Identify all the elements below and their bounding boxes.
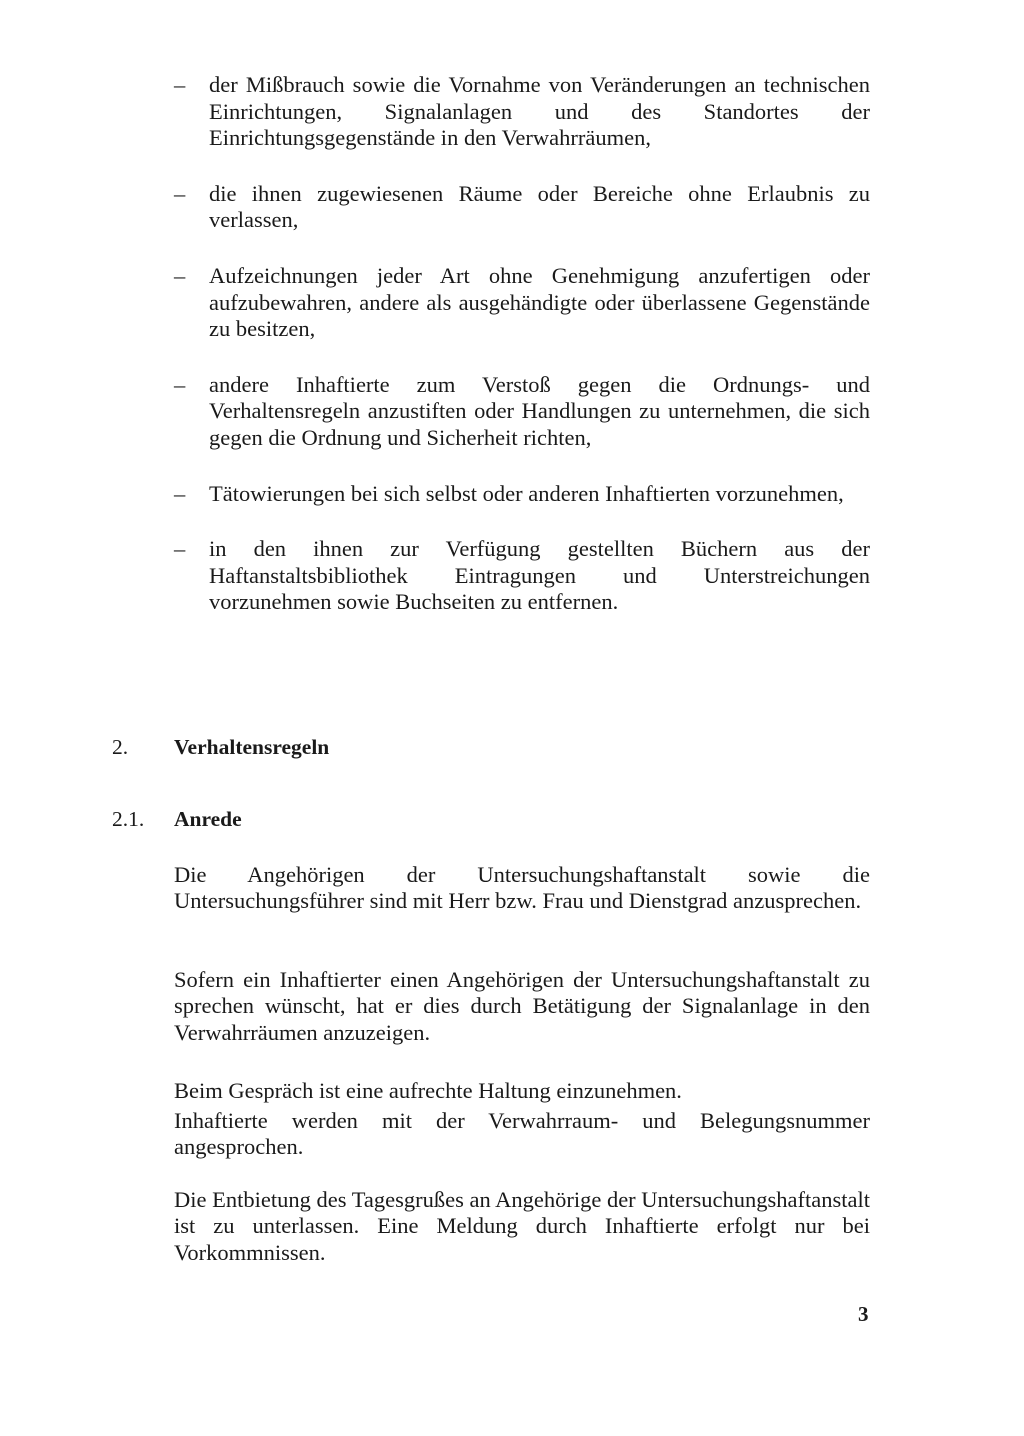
- bullet-dash: –: [174, 262, 186, 288]
- bullet-dash: –: [174, 72, 186, 97]
- subsection-heading: Anrede: [174, 807, 242, 831]
- bullet-dash: –: [174, 371, 186, 397]
- bullet-dash: –: [174, 536, 186, 562]
- paragraph: Inhaftierte werden mit der Verwahrraum- und Belegungsnummer angesprochen.: [174, 1108, 870, 1160]
- paragraph: Sofern ein Inhaftierter einen Angehörigen der Untersuchungshaftanstalt zu sprechen wünscht, hat er dies durch Betätigung der Signalanlage in den Verwahrräumen anzuzeigen.: [174, 967, 870, 1045]
- bullet-dash: –: [174, 480, 186, 506]
- list-item: [174, 72, 870, 152]
- section-number: 2.: [112, 735, 129, 759]
- list-item: [174, 263, 870, 343]
- list-item-text: in den ihnen zur Verfügung gestellten Büchern aus der Haftanstaltsbibliothek Eintragungen und Unterstreichungen vorzunehmen sowie Buchseiten zu entfernen.: [209, 536, 870, 615]
- list-item-text: der Mißbrauch sowie die Vornahme von Veränderungen an technischen Einrichtungen, Signalanlagen und des Standortes der Einrichtungsgegenstände in den Verwahrräumen,: [209, 72, 870, 151]
- list-item: [174, 536, 870, 616]
- list-item: [174, 481, 870, 508]
- list-item-text: andere Inhaftierte zum Verstoß gegen die Ordnungs- und Verhaltensregeln anzustiften oder Handlungen zu unternehmen, die sich gegen die Ordnung und Sicherheit richten,: [209, 371, 870, 450]
- list-item-text: Aufzeichnungen jeder Art ohne Genehmigung anzufertigen oder aufzubewahren, andere als ausgehändigte oder überlassene Gegenstände zu besitzen,: [209, 262, 870, 342]
- prohibition-list: [174, 72, 870, 645]
- section-heading: Verhaltensregeln: [174, 735, 330, 759]
- paragraph: Beim Gespräch ist eine aufrechte Haltung einzunehmen.: [174, 1078, 682, 1103]
- subsection-number: 2.1.: [112, 807, 145, 831]
- list-item: [174, 181, 870, 234]
- list-item-text: Tätowierungen bei sich selbst oder anderen Inhaftierten vorzunehmen,: [209, 480, 844, 506]
- bullet-dash: –: [174, 180, 186, 206]
- list-item-text: die ihnen zugewiesenen Räume oder Bereiche ohne Erlaubnis zu verlassen,: [209, 180, 870, 233]
- paragraph: Die Entbietung des Tagesgrußes an Angehörige der Untersuchungshaftanstalt ist zu unterlassen. Eine Meldung durch Inhaftierte erfolgt nur bei Vorkommnissen.: [174, 1187, 870, 1265]
- paragraph: Die Angehörigen der Untersuchungshaftanstalt sowie die Untersuchungsführer sind mit Herr bzw. Frau und Dienstgrad anzusprechen.: [174, 862, 870, 914]
- page-number: 3: [858, 1302, 869, 1326]
- list-item: [174, 372, 870, 452]
